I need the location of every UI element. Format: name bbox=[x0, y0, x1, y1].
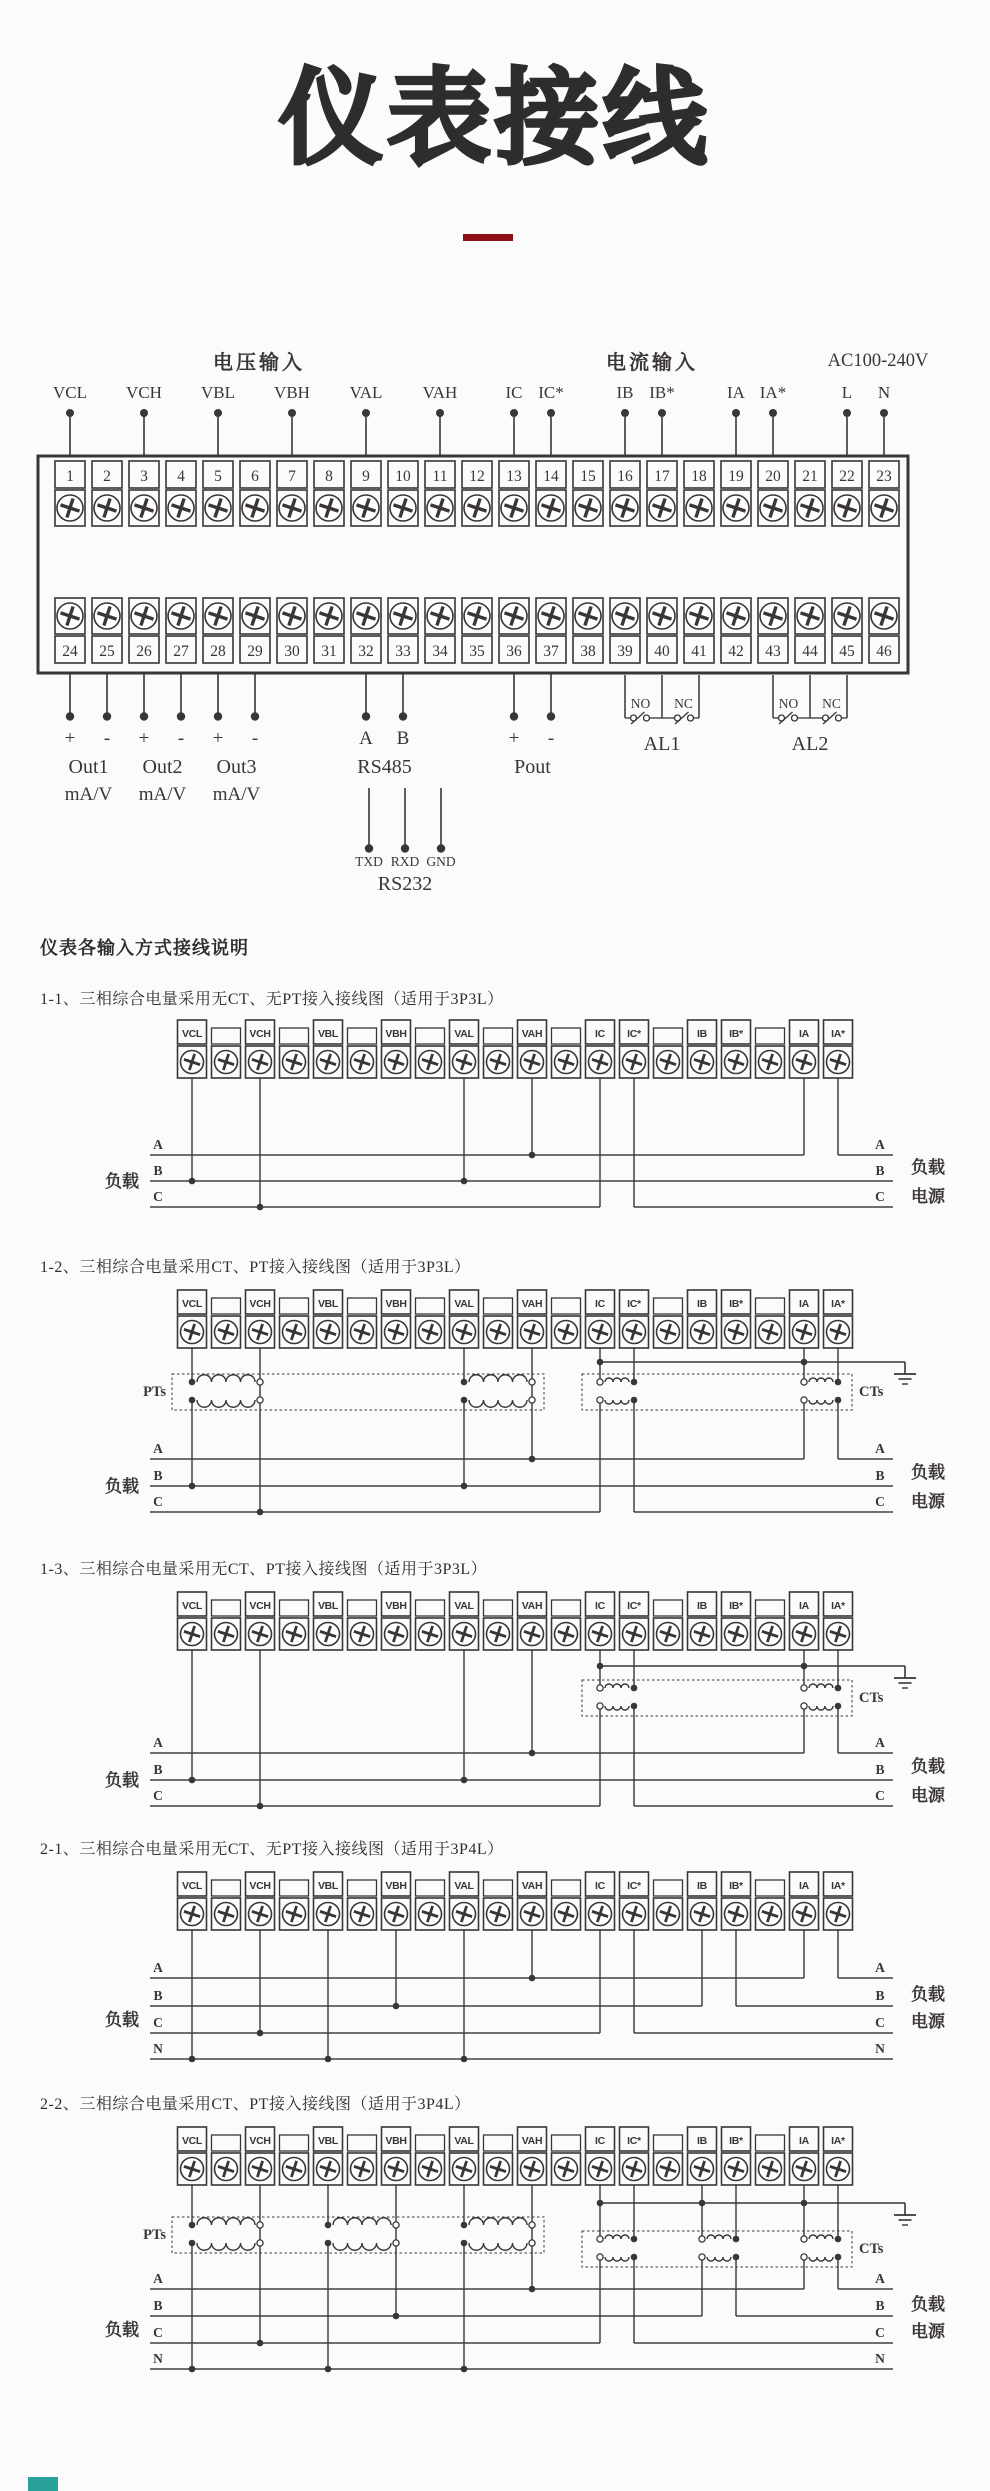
svg-text:7: 7 bbox=[288, 468, 296, 485]
svg-text:C: C bbox=[153, 2325, 163, 2340]
svg-text:电流输入: 电流输入 bbox=[606, 352, 698, 374]
svg-text:CTs: CTs bbox=[859, 1690, 884, 1706]
svg-text:VBH: VBH bbox=[385, 1880, 407, 1892]
svg-text:PTs: PTs bbox=[143, 1384, 166, 1400]
svg-text:Out1: Out1 bbox=[68, 756, 109, 778]
page-title: 仪表接线 bbox=[278, 61, 711, 177]
svg-text:VBL: VBL bbox=[201, 383, 235, 402]
svg-text:mA/V: mA/V bbox=[138, 784, 187, 805]
svg-text:负载: 负载 bbox=[911, 1985, 945, 2004]
svg-text:+: + bbox=[64, 728, 76, 749]
svg-text:A: A bbox=[153, 1441, 163, 1456]
svg-text:C: C bbox=[875, 2325, 885, 2340]
svg-text:Out3: Out3 bbox=[216, 756, 257, 778]
svg-text:VCL: VCL bbox=[181, 2135, 203, 2147]
svg-text:B: B bbox=[153, 1468, 163, 1483]
svg-text:TXD: TXD bbox=[355, 854, 383, 869]
svg-text:B: B bbox=[396, 728, 410, 749]
svg-text:IC: IC bbox=[595, 1298, 605, 1310]
svg-text:15: 15 bbox=[580, 468, 596, 485]
svg-text:B: B bbox=[153, 2298, 163, 2313]
svg-text:IB: IB bbox=[697, 1028, 707, 1040]
svg-text:-: - bbox=[251, 728, 259, 749]
svg-text:VAH: VAH bbox=[521, 1298, 543, 1310]
svg-text:B: B bbox=[875, 2298, 885, 2313]
svg-text:IC: IC bbox=[595, 1600, 605, 1612]
svg-text:42: 42 bbox=[728, 643, 744, 660]
bottom-banner-fragment bbox=[28, 2477, 58, 2491]
svg-text:IA*: IA* bbox=[759, 383, 787, 402]
svg-text:VCH: VCH bbox=[249, 1298, 271, 1310]
svg-text:AC100-240V: AC100-240V bbox=[827, 351, 929, 371]
svg-text:B: B bbox=[153, 1762, 163, 1777]
svg-text:4: 4 bbox=[177, 468, 185, 485]
svg-text:VAH: VAH bbox=[521, 1880, 543, 1892]
svg-text:IA*: IA* bbox=[831, 1880, 845, 1892]
svg-text:IC*: IC* bbox=[627, 1600, 641, 1612]
svg-text:mA/V: mA/V bbox=[64, 784, 113, 805]
svg-text:2: 2 bbox=[103, 468, 111, 485]
svg-text:负载: 负载 bbox=[105, 2320, 139, 2340]
svg-text:C: C bbox=[153, 1788, 163, 1803]
wiring-diagram-1-1 bbox=[0, 1008, 990, 1222]
svg-text:B: B bbox=[875, 1163, 885, 1178]
svg-text:18: 18 bbox=[691, 468, 707, 485]
svg-text:VCH: VCH bbox=[249, 1600, 271, 1612]
wiring-diagram-1-2 bbox=[0, 1278, 990, 1526]
svg-text:5: 5 bbox=[214, 468, 222, 485]
svg-text:A: A bbox=[875, 1441, 885, 1456]
wiring-diagram-title-2-1: 2-1、三相综合电量采用无CT、无PT接入接线图（适用于3P4L） bbox=[40, 1841, 504, 1858]
svg-text:VAL: VAL bbox=[454, 1880, 474, 1892]
svg-text:30: 30 bbox=[284, 643, 300, 660]
svg-text:PTs: PTs bbox=[143, 2227, 166, 2243]
svg-text:A: A bbox=[359, 728, 373, 749]
svg-text:C: C bbox=[153, 2015, 163, 2030]
svg-text:46: 46 bbox=[876, 643, 892, 660]
svg-text:VAH: VAH bbox=[521, 2135, 543, 2147]
svg-text:IB: IB bbox=[697, 1880, 707, 1892]
svg-text:负载: 负载 bbox=[911, 1757, 945, 1776]
svg-text:IA: IA bbox=[799, 1880, 809, 1892]
svg-text:AL2: AL2 bbox=[791, 733, 829, 755]
svg-text:IB*: IB* bbox=[729, 1600, 743, 1612]
svg-text:NO: NO bbox=[630, 696, 651, 711]
svg-text:电源: 电源 bbox=[911, 1187, 945, 1206]
svg-text:VCL: VCL bbox=[181, 1880, 203, 1892]
svg-text:RXD: RXD bbox=[390, 854, 420, 869]
svg-text:IA: IA bbox=[799, 1600, 809, 1612]
svg-text:IB: IB bbox=[697, 1600, 707, 1612]
svg-text:IB*: IB* bbox=[729, 1028, 743, 1040]
svg-text:A: A bbox=[153, 1137, 163, 1152]
main-terminal-diagram bbox=[0, 300, 990, 912]
svg-text:A: A bbox=[875, 1960, 885, 1975]
svg-text:1: 1 bbox=[66, 468, 74, 485]
svg-text:C: C bbox=[153, 1494, 163, 1509]
svg-text:RS485: RS485 bbox=[357, 756, 412, 778]
svg-text:13: 13 bbox=[506, 468, 522, 485]
svg-text:RS232: RS232 bbox=[377, 873, 433, 895]
svg-text:A: A bbox=[153, 1735, 163, 1750]
svg-text:IC: IC bbox=[595, 1028, 605, 1040]
svg-text:IC*: IC* bbox=[627, 1028, 641, 1040]
svg-text:VBH: VBH bbox=[385, 1028, 407, 1040]
svg-text:IA: IA bbox=[727, 383, 745, 402]
svg-text:16: 16 bbox=[617, 468, 633, 485]
svg-text:负载: 负载 bbox=[105, 1172, 139, 1191]
svg-text:NC: NC bbox=[822, 696, 841, 711]
svg-text:N: N bbox=[153, 2041, 163, 2056]
svg-text:22: 22 bbox=[839, 468, 855, 485]
section-heading: 仪表各输入方式接线说明 bbox=[40, 938, 249, 958]
svg-text:24: 24 bbox=[62, 643, 78, 660]
svg-text:VCH: VCH bbox=[126, 383, 162, 402]
svg-text:VAL: VAL bbox=[349, 383, 383, 402]
svg-text:VCH: VCH bbox=[249, 2135, 271, 2147]
svg-text:VAL: VAL bbox=[454, 2135, 474, 2147]
svg-text:B: B bbox=[153, 1163, 163, 1178]
svg-text:B: B bbox=[875, 1762, 885, 1777]
svg-text:IA*: IA* bbox=[831, 1600, 845, 1612]
svg-text:IA*: IA* bbox=[831, 1298, 845, 1310]
wiring-diagram-1-3 bbox=[0, 1580, 990, 1820]
svg-text:37: 37 bbox=[543, 643, 559, 660]
svg-text:34: 34 bbox=[432, 643, 448, 660]
svg-text:19: 19 bbox=[728, 468, 744, 485]
svg-text:GND: GND bbox=[426, 854, 456, 869]
svg-text:VBL: VBL bbox=[317, 1880, 339, 1892]
svg-text:Pout: Pout bbox=[514, 756, 551, 778]
svg-text:Out2: Out2 bbox=[142, 756, 183, 778]
svg-text:+: + bbox=[212, 728, 224, 749]
svg-text:26: 26 bbox=[136, 643, 152, 660]
svg-text:IB*: IB* bbox=[729, 2135, 743, 2147]
svg-text:负载: 负载 bbox=[105, 1771, 139, 1790]
svg-text:负载: 负载 bbox=[105, 1477, 139, 1496]
svg-text:45: 45 bbox=[839, 643, 855, 660]
svg-text:28: 28 bbox=[210, 643, 226, 660]
wiring-diagram-title-1-2: 1-2、三相综合电量采用CT、PT接入接线图（适用于3P3L） bbox=[40, 1259, 471, 1276]
svg-text:VBL: VBL bbox=[317, 1298, 339, 1310]
svg-text:IB: IB bbox=[697, 1298, 707, 1310]
svg-text:VBH: VBH bbox=[274, 383, 310, 402]
svg-text:N: N bbox=[875, 2041, 885, 2056]
svg-text:-: - bbox=[177, 728, 185, 749]
svg-text:VCL: VCL bbox=[181, 1298, 203, 1310]
svg-text:VBH: VBH bbox=[385, 1600, 407, 1612]
svg-text:VAH: VAH bbox=[521, 1600, 543, 1612]
svg-text:17: 17 bbox=[654, 468, 670, 485]
svg-text:23: 23 bbox=[876, 468, 892, 485]
svg-text:32: 32 bbox=[358, 643, 374, 660]
svg-text:IC*: IC* bbox=[538, 383, 564, 402]
svg-text:B: B bbox=[875, 1468, 885, 1483]
svg-text:38: 38 bbox=[580, 643, 596, 660]
svg-text:CTs: CTs bbox=[859, 2241, 884, 2257]
svg-text:IB: IB bbox=[616, 383, 634, 402]
svg-text:A: A bbox=[875, 2271, 885, 2286]
svg-text:IC: IC bbox=[595, 2135, 605, 2147]
svg-text:31: 31 bbox=[321, 643, 337, 660]
svg-text:VCL: VCL bbox=[181, 1028, 203, 1040]
svg-text:C: C bbox=[875, 1189, 885, 1204]
svg-text:NO: NO bbox=[778, 696, 799, 711]
svg-text:负载: 负载 bbox=[105, 2010, 139, 2030]
wiring-diagram-title-1-1: 1-1、三相综合电量采用无CT、无PT接入接线图（适用于3P3L） bbox=[40, 991, 504, 1008]
svg-text:35: 35 bbox=[469, 643, 485, 660]
svg-text:IB: IB bbox=[697, 2135, 707, 2147]
svg-text:VBL: VBL bbox=[317, 1600, 339, 1612]
svg-text:+: + bbox=[138, 728, 150, 749]
svg-text:A: A bbox=[875, 1137, 885, 1152]
svg-text:B: B bbox=[153, 1988, 163, 2003]
svg-text:电源: 电源 bbox=[911, 2322, 945, 2341]
svg-text:C: C bbox=[153, 1189, 163, 1204]
svg-text:NC: NC bbox=[674, 696, 693, 711]
svg-text:43: 43 bbox=[765, 643, 781, 660]
svg-text:9: 9 bbox=[362, 468, 370, 485]
svg-text:AL1: AL1 bbox=[643, 733, 681, 755]
svg-text:VCH: VCH bbox=[249, 1028, 271, 1040]
svg-text:VCL: VCL bbox=[53, 383, 87, 402]
svg-text:VCL: VCL bbox=[181, 1600, 203, 1612]
svg-text:负载: 负载 bbox=[911, 1158, 945, 1177]
svg-text:B: B bbox=[875, 1988, 885, 2003]
svg-text:33: 33 bbox=[395, 643, 411, 660]
svg-text:3: 3 bbox=[140, 468, 148, 485]
svg-text:电源: 电源 bbox=[911, 2012, 945, 2031]
svg-text:40: 40 bbox=[654, 643, 670, 660]
svg-text:VBH: VBH bbox=[385, 1298, 407, 1310]
svg-text:L: L bbox=[841, 383, 853, 402]
svg-text:mA/V: mA/V bbox=[212, 784, 261, 805]
svg-text:29: 29 bbox=[247, 643, 263, 660]
svg-text:21: 21 bbox=[802, 468, 818, 485]
svg-text:电源: 电源 bbox=[911, 1786, 945, 1805]
svg-text:IC*: IC* bbox=[627, 1298, 641, 1310]
svg-text:44: 44 bbox=[802, 643, 818, 660]
svg-text:27: 27 bbox=[173, 643, 189, 660]
svg-text:8: 8 bbox=[325, 468, 333, 485]
svg-text:IC*: IC* bbox=[627, 1880, 641, 1892]
svg-text:12: 12 bbox=[469, 468, 485, 485]
svg-text:电压输入: 电压输入 bbox=[213, 352, 305, 374]
svg-text:IA: IA bbox=[799, 1298, 809, 1310]
svg-text:39: 39 bbox=[617, 643, 633, 660]
wiring-diagram-2-2 bbox=[0, 2113, 990, 2383]
svg-text:IB*: IB* bbox=[729, 1880, 743, 1892]
svg-text:C: C bbox=[875, 1494, 885, 1509]
svg-text:IA*: IA* bbox=[831, 1028, 845, 1040]
svg-text:N: N bbox=[875, 2351, 885, 2366]
svg-text:CTs: CTs bbox=[859, 1384, 884, 1400]
svg-text:VAL: VAL bbox=[454, 1600, 474, 1612]
svg-text:IB*: IB* bbox=[729, 1298, 743, 1310]
wiring-diagram-title-2-2: 2-2、三相综合电量采用CT、PT接入接线图（适用于3P4L） bbox=[40, 2096, 471, 2113]
svg-text:VAL: VAL bbox=[454, 1298, 474, 1310]
svg-text:6: 6 bbox=[251, 468, 259, 485]
svg-text:25: 25 bbox=[99, 643, 115, 660]
svg-text:IA*: IA* bbox=[831, 2135, 845, 2147]
wiring-diagram-title-1-3: 1-3、三相综合电量采用无CT、PT接入接线图（适用于3P3L） bbox=[40, 1561, 488, 1578]
svg-text:VBL: VBL bbox=[317, 1028, 339, 1040]
svg-text:11: 11 bbox=[432, 468, 448, 485]
svg-text:10: 10 bbox=[395, 468, 411, 485]
svg-text:电源: 电源 bbox=[911, 1492, 945, 1511]
title-divider bbox=[463, 234, 513, 241]
svg-text:VBL: VBL bbox=[317, 2135, 339, 2147]
svg-text:IC: IC bbox=[595, 1880, 605, 1892]
svg-text:N: N bbox=[153, 2351, 163, 2366]
svg-text:VAL: VAL bbox=[454, 1028, 474, 1040]
svg-text:A: A bbox=[153, 2271, 163, 2286]
svg-text:C: C bbox=[875, 2015, 885, 2030]
svg-text:VCH: VCH bbox=[249, 1880, 271, 1892]
svg-text:VAH: VAH bbox=[521, 1028, 543, 1040]
svg-text:+: + bbox=[508, 728, 520, 749]
svg-text:IC: IC bbox=[505, 383, 523, 402]
svg-text:-: - bbox=[547, 728, 555, 749]
svg-text:36: 36 bbox=[506, 643, 522, 660]
svg-text:14: 14 bbox=[543, 468, 559, 485]
wiring-diagram-2-1 bbox=[0, 1860, 990, 2072]
svg-text:VBH: VBH bbox=[385, 2135, 407, 2147]
svg-text:负载: 负载 bbox=[911, 2295, 945, 2314]
svg-text:IB*: IB* bbox=[649, 383, 675, 402]
svg-text:A: A bbox=[875, 1735, 885, 1750]
svg-text:C: C bbox=[875, 1788, 885, 1803]
svg-text:20: 20 bbox=[765, 468, 781, 485]
svg-text:IA: IA bbox=[799, 2135, 809, 2147]
svg-text:-: - bbox=[103, 728, 111, 749]
svg-text:VAH: VAH bbox=[422, 383, 458, 402]
svg-text:A: A bbox=[153, 1960, 163, 1975]
svg-text:41: 41 bbox=[691, 643, 707, 660]
svg-text:IA: IA bbox=[799, 1028, 809, 1040]
svg-text:IC*: IC* bbox=[627, 2135, 641, 2147]
svg-text:负载: 负载 bbox=[911, 1463, 945, 1482]
svg-text:N: N bbox=[877, 383, 891, 402]
